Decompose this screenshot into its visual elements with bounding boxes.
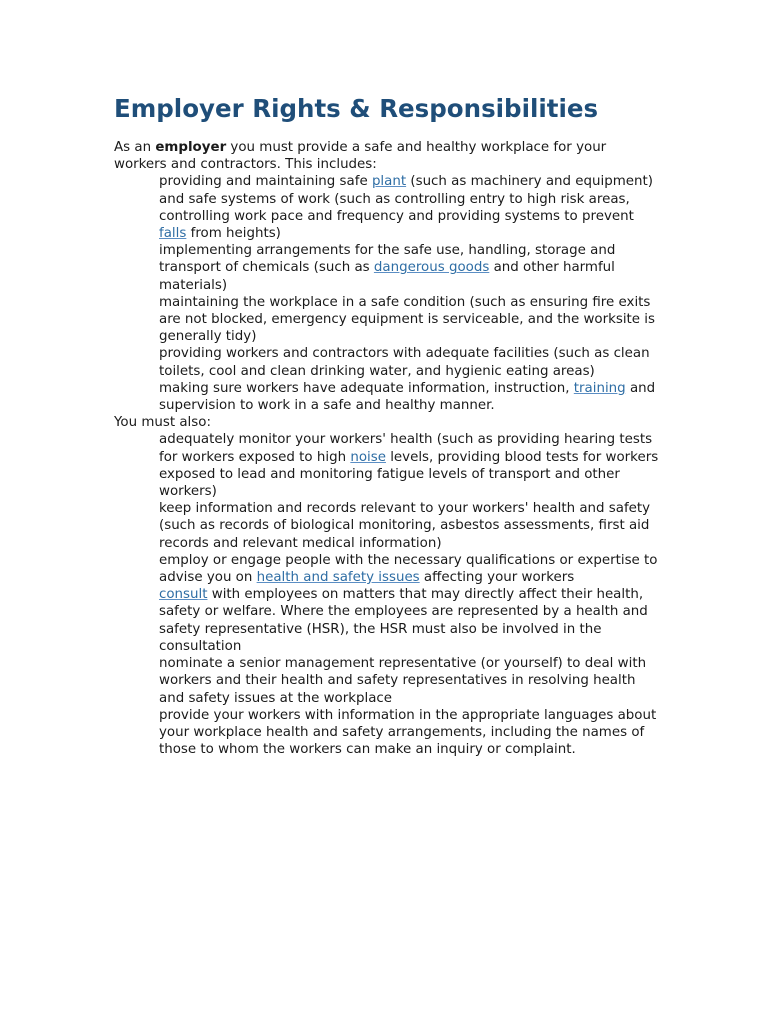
list-item (159, 552, 659, 586)
dangerous-goods-link[interactable]: dangerous goods (373, 260, 490, 276)
list-item: nominate a senior management representative (or yourself) to deal with workers and their health and safety representatives in resolving health and safety issues at the workplace (159, 656, 647, 706)
list-item: provide your workers with information in the appropriate languages about your workplace health and safety arrangements, including the names of those to whom the workers can make an inquiry or complaint. (159, 707, 657, 758)
noise-link[interactable]: noise (350, 449, 386, 465)
list-item-text: making sure workers have adequate information, instruction, (159, 380, 574, 396)
list-item (159, 586, 659, 655)
list-item-text: with employees on matters that may directly affect their health, safety or welfare. Where the employees are represented by a health and safety representative (HSR), the HSR must also be involved in the consultation (159, 587, 648, 654)
document-page (114, 93, 659, 758)
list-item: maintaining the workplace in a safe condition (such as ensuring fire exits are not blocked, emergency equipment is serviceable, and the worksite is generally tidy) (159, 294, 656, 345)
health-and-safety-issues-link[interactable]: health and safety issues (256, 570, 420, 586)
list-item (159, 242, 659, 294)
list-item-text: employ or engage people with the necessary qualifications or expertise to advise you on (159, 552, 658, 586)
list-item-text: providing and maintaining safe (159, 174, 372, 190)
list-item (159, 431, 659, 500)
list-item (159, 380, 659, 414)
list-item: keep information and records relevant to your workers' health and safety (such as records of biological monitoring, asbestos assessments, first aid records and relevant medical information) (159, 501, 651, 551)
page-title: Employer Rights & Responsibilities (114, 94, 599, 123)
list-item-text: (such as machinery and equipment) and safe systems of work (such as controlling entry to high risk areas, controlling work pace and frequency and providing systems to prevent (159, 174, 653, 224)
training-link[interactable]: training (573, 380, 626, 396)
intro-prefix: As an (114, 140, 156, 155)
must-also-label: You must also: (114, 415, 211, 431)
intro-suffix: you must provide a safe and healthy workplace for your workers and contractors. This includes: (114, 140, 607, 173)
list-item: providing workers and contractors with adequate facilities (such as clean toilets, cool and clean drinking water, and hygienic eating areas) (159, 346, 650, 379)
list-item-text: implementing arrangements for the safe use, handling, storage and transport of chemicals (such as (159, 243, 616, 276)
list-item-text: and other harmful materials) (159, 260, 615, 293)
list-item-text: affecting your workers (419, 570, 575, 586)
list-item-text: from heights) (186, 226, 281, 242)
plant-link[interactable]: plant (371, 174, 407, 190)
list-item-text: levels, providing blood tests for workers exposed to lead and monitoring fatigue levels of transport and other workers) (159, 449, 659, 500)
consult-link[interactable]: consult (159, 587, 208, 603)
employer-duties-list (114, 173, 659, 414)
intro-bold-employer: employer (155, 140, 227, 155)
list-item-text: adequately monitor your workers' health (such as providing hearing tests for workers exposed to high (159, 432, 653, 465)
list-item (159, 173, 659, 242)
additional-duties-list (114, 431, 659, 758)
falls-link[interactable]: falls (159, 226, 187, 242)
intro-paragraph (114, 139, 659, 173)
list-item-text: and supervision to work in a safe and healthy manner. (159, 380, 656, 414)
